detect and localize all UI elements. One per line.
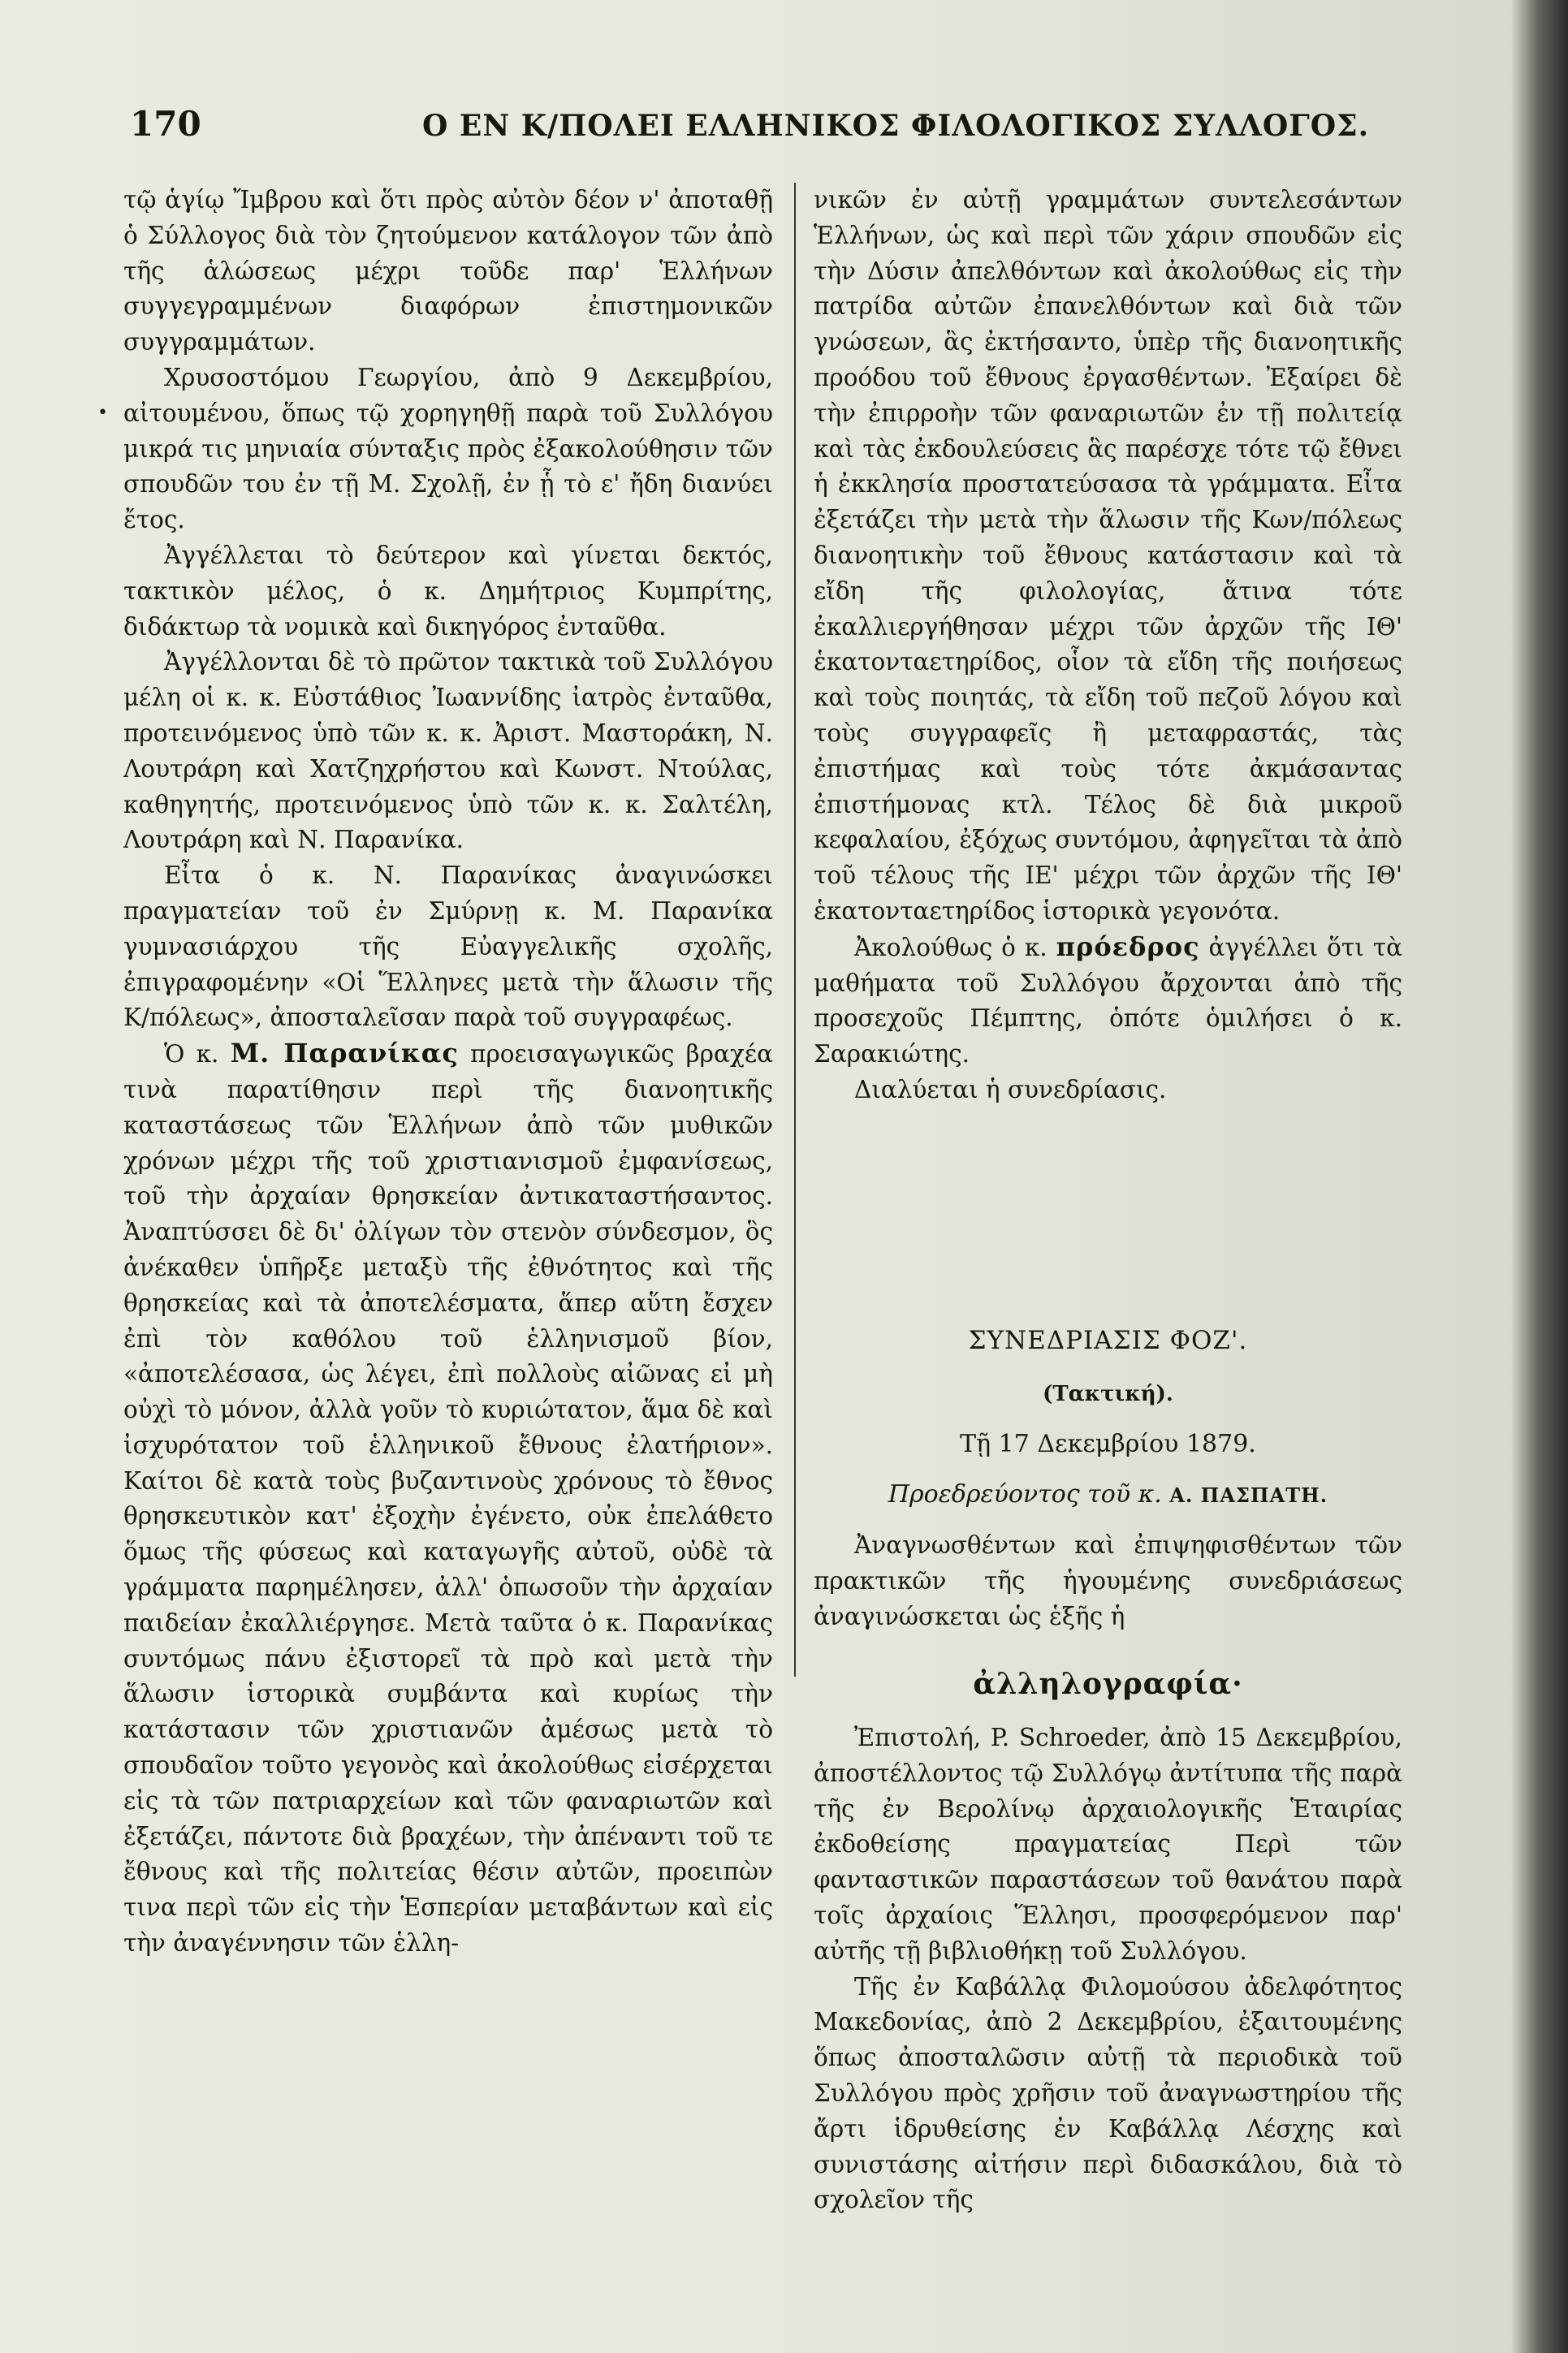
page-header — [130, 104, 1397, 162]
column-divider — [794, 183, 796, 1677]
paragraph-lead: Ἀκολούθως ὁ κ. — [854, 933, 1056, 961]
president-name: Α. ΠΑΣΠΑΤΗ. — [1169, 1483, 1328, 1508]
paragraph: Χρυσοστόμου Γεωργίου, ἀπὸ 9 Δεκεμβρίου, αἰτουμένου, ὅπως τῷ χορηγηθῇ παρὰ τοῦ Συλλόγου μικρά τις μηνιαία σύνταξις πρὸς ἐξακολούθησιν τῶν σπουδῶν του ἐν τῇ Μ. Σχολῇ, ἐν ᾗ τὸ ε' ἤδη διανύει ἔτος. — [123, 363, 773, 534]
speaker-name: Μ. Παρανίκας — [230, 1038, 459, 1069]
left-column — [123, 183, 773, 2310]
session-date: Τῇ 17 Δεκεμβρίου 1879. — [960, 1430, 1256, 1459]
book-spine-shadow — [1511, 0, 1568, 2353]
session-title: ΣΥΝΕΔΡΙΑΣΙΣ ΦΟΖ'. — [968, 1325, 1248, 1355]
paragraph: νικῶν ἐν αὐτῇ γραμμάτων συντελεσάντων Ἑλλήνων, ὡς καὶ περὶ τῶν χάριν σπουδῶν εἰς τὴν Δύσιν ἀπελθόντων καὶ ἀκολούθως εἰς τὴν πατρίδα αὐτῶν ἐπανελθόντων καὶ διὰ τῶν γνώσεων, ἃς ἐκτήσαντο, ὑπὲρ τῆς διανοητικῆς προόδου τοῦ ἔθνους ἐργασθέντων. Ἐξαίρει δὲ τὴν ἐπιρροὴν τῶν φαναριωτῶν ἐν τῇ πολιτείᾳ καὶ τὰς ἐκδουλεύσεις ἃς παρέσχε τότε τῷ ἔθνει ἡ ἐκκλησία προστατεύσασα τὰ γράμματα. Εἶτα ἐξετάζει τὴν μετὰ τὴν ἅλωσιν τῆς Κων/πόλεως διανοητικὴν τοῦ ἔθνους κατάστασιν καὶ τὰ εἴδη τῆς φιλολογίας, ἅτινα τότε ἐκαλλιεργήθησαν μέχρι τῶν ἀρχῶν τῆς ΙΘ' ἑκατονταετηρίδος, οἷον τὰ εἴδη τῆς ποιήσεως καὶ τοὺς ποιητάς, τὰ εἴδη τοῦ πεζοῦ λόγου καὶ τοὺς συγγραφεῖς ἢ μεταφραστάς, τὰς ἐπιστήμας καὶ τοὺς τότε ἀκμάσαντας ἐπιστήμονας κτλ. Τέλος δὲ διὰ μικροῦ κεφαλαίου, ἐξόχως συντόμου, ἀφηγεῖται τὰ ἀπὸ τοῦ τέλους τῆς ΙΕ' μέχρι τῶν ἀρχῶν τῆς ΙΘ' ἑκατονταετηρίδος ἱστορικὰ γεγονότα. — [814, 186, 1402, 925]
paragraph — [123, 1036, 773, 1962]
paragraph: Διαλύεται ἡ συνεδρίασις. — [854, 1075, 1167, 1103]
margin-dot-icon: • — [97, 403, 108, 423]
correspondence-heading: ἀλληλογραφία· — [973, 1667, 1243, 1702]
president-label: πρόεδρος — [1056, 930, 1200, 962]
paragraph-lead: Ὁ κ. — [164, 1040, 231, 1069]
paragraph: Ἀγγέλλεται τὸ δεύτερον καὶ γίνεται δεκτός, τακτικὸν μέλος, ὁ κ. Δημήτριος Κυμπρίτης, διδάκτωρ τὰ νομικὰ καὶ δικηγόρος ἐνταῦθα. — [123, 541, 773, 641]
page-number: 170 — [130, 104, 201, 144]
presidency-label: Προεδρεύοντος τοῦ κ. — [888, 1480, 1170, 1509]
paragraph: Εἶτα ὁ κ. Ν. Παρανίκας ἀναγινώσκει πραγματείαν τοῦ ἐν Σμύρνῃ κ. Μ. Παρανίκα γυμνασιάρχου τῆς Εὐαγγελικῆς σχολῆς, ἐπιγραφομένην «Οἱ Ἕλληνες μετὰ τὴν ἅλωσιν τῆς Κ/πόλεως», ἀποσταλεῖσαν παρὰ τοῦ συγγραφέως. — [123, 861, 773, 1032]
paragraph: Τῆς ἐν Καβάλλᾳ Φιλομούσου ἀδελφότητος Μακεδονίας, ἀπὸ 2 Δεκεμβρίου, ἐξαιτουμένης ὅπως ἀποσταλῶσιν αὐτῇ τὰ περιοδικὰ τοῦ Συλλόγου πρὸς χρῆσιν τοῦ ἀναγνωστηρίου τῆς ἄρτι ἱδρυθείσης ἐν Καβάλλᾳ Λέσχης καὶ συνιστάσης αἰτήσιν περὶ διδασκάλου, διὰ τὸ σχολεῖον τῆς — [814, 1972, 1402, 2214]
paragraph: Ἀγγέλλονται δὲ τὸ πρῶτον τακτικὰ τοῦ Συλλόγου μέλη οἱ κ. κ. Εὐστάθιος Ἰωαννίδης ἰατρὸς ἐνταῦθα, προτεινόμενος ὑπὸ τῶν κ. κ. Ἀριστ. Μαστοράκη, Ν. Λουτράρη καὶ Χατζηχρήστου καὶ Κωνστ. Ντούλας, καθηγητής, προτεινόμενος ὑπὸ τῶν κ. κ. Σαλτέλη, Λουτράρη καὶ Ν. Παρανίκα. — [123, 648, 773, 854]
paragraph — [814, 930, 1402, 1073]
right-column — [814, 183, 1402, 2310]
paragraph: Ἀναγνωσθέντων καὶ ἐπιψηφισθέντων τῶν πρακτικῶν τῆς ἡγουμένης συνεδριάσεως ἀναγινώσκεται ὡς ἑξῆς ἡ — [814, 1531, 1402, 1630]
session-subtitle: (Τακτική). — [1043, 1381, 1173, 1406]
paragraph: Ἐπιστολή, P. Schroeder, ἀπὸ 15 Δεκεμβρίου, ἀποστέλλοντος τῷ Συλλόγῳ ἀντίτυπα τῆς παρὰ τῆς ἐν Βερολίνῳ ἀρχαιολογικῆς Ἑταιρίας ἐκδοθείσης πραγματείας Περὶ τῶν φανταστικῶν παραστάσεων τοῦ θανάτου παρὰ τοῖς ἀρχαίοις Ἕλλησι, προσφερόμενον παρ' αὐτῆς τῇ βιβλιοθήκῃ τοῦ Συλλόγου. — [814, 1724, 1402, 1965]
session-presidency — [814, 1477, 1402, 1513]
paragraph-body: προεισαγωγικῶς βραχέα τινὰ παρατίθησιν περὶ τῆς διανοητικῆς καταστάσεως τῶν Ἑλλήνων ἀπὸ τῶν μυθικῶν χρόνων μέχρι τῆς τοῦ χριστιανισμοῦ ἐμφανίσεως, τοῦ τὴν ἀρχαίαν θρησκείαν ἀντικαταστήσαντος. Ἀναπτύσσει δὲ δι' ὀλίγων τὸν στενὸν σύνδεσμον, ὃς ἀνέκαθεν ὑπῆρξε μεταξὺ τῆς ἐθνότητος καὶ τῆς θρησκείας καὶ τὰ ἀποτελέσματα, ἅπερ αὕτη ἔσχεν ἐπὶ τὸν καθόλου τοῦ ἑλληνισμοῦ βίον, «ἀποτελέσασα, ὡς λέγει, ἐπὶ πολλοὺς αἰῶνας εἰ μὴ οὐχὶ τὸ μόνον, ἀλλὰ γοῦν τὸ κυριώτατον, ἅμα δὲ καὶ ἰσχυρότατον τοῦ ἑλληνικοῦ ἔθνους ἐλατήριον». Καίτοι δὲ κατὰ τοὺς βυζαντινοὺς χρόνους τὸ ἔθνος θρησκευτικὸν κατ' ἐξοχὴν ἐγένετο, οὐκ ἐπελάθετο ὅμως τῆς φύσεως καὶ καταγωγῆς αὐτοῦ, οὐδὲ τὰ γράμματα παρημέλησεν, ἀλλ' ὁπωσοῦν τὴν ἀρχαίαν παιδείαν ἐκαλλιέργησε. Μετὰ ταῦτα ὁ κ. Παρανίκας συντόμως πάνυ ἐξιστορεῖ τὰ πρὸ καὶ μετὰ τὴν ἅλωσιν ἱστορικὰ συμβάντα καὶ κυρίως τὴν κατάστασιν τῶν χριστιανῶν ἀμέσως μετὰ τὸ σπουδαῖον τοῦτο γεγονὸς καὶ ἀκολούθως εἰσέρχεται εἰς τὰ τῶν πατριαρχείων καὶ τῶν φαναριωτῶν καὶ ἐξετάζει, πάντοτε διὰ βραχέων, τὴν ἀπέναντι τοῦ τε ἔθνους καὶ τῆς πολιτείας θέσιν αὐτῶν, προειπὼν τινα περὶ τῶν εἰς τὴν Ἑσπερίαν μεταβάντων καὶ εἰς τὴν ἀναγέννησιν τῶν ἑλλη- — [123, 1040, 773, 1958]
paragraph-body: ἀγγέλλει ὅτι τὰ μαθήματα τοῦ Συλλόγου ἄρχονται ἀπὸ τῆς προσεχοῦς Πέμπτης, ὁπότε ὁμιλήσει ὁ κ. Σαρακιώτης. — [814, 933, 1402, 1069]
paragraph: τῷ ἁγίῳ Ἴμβρου καὶ ὅτι πρὸς αὐτὸν δέον ν' ἀποταθῇ ὁ Σύλλογος διὰ τὸν ζητούμενον κατάλογον τῶν ἀπὸ τῆς ἁλώσεως μέχρι τοῦδε παρ' Ἑλλήνων συγγεγραμμένων διαφόρων ἐπιστημονικῶν συγγραμμάτων. — [123, 186, 773, 356]
running-title: Ο ΕΝ Κ/ΠΟΛΕΙ ΕΛΛΗΝΙΚΟΣ ΦΙΛΟΛΟΓΙΚΟΣ ΣΥΛΛΟΓΟΣ. — [422, 109, 1370, 143]
